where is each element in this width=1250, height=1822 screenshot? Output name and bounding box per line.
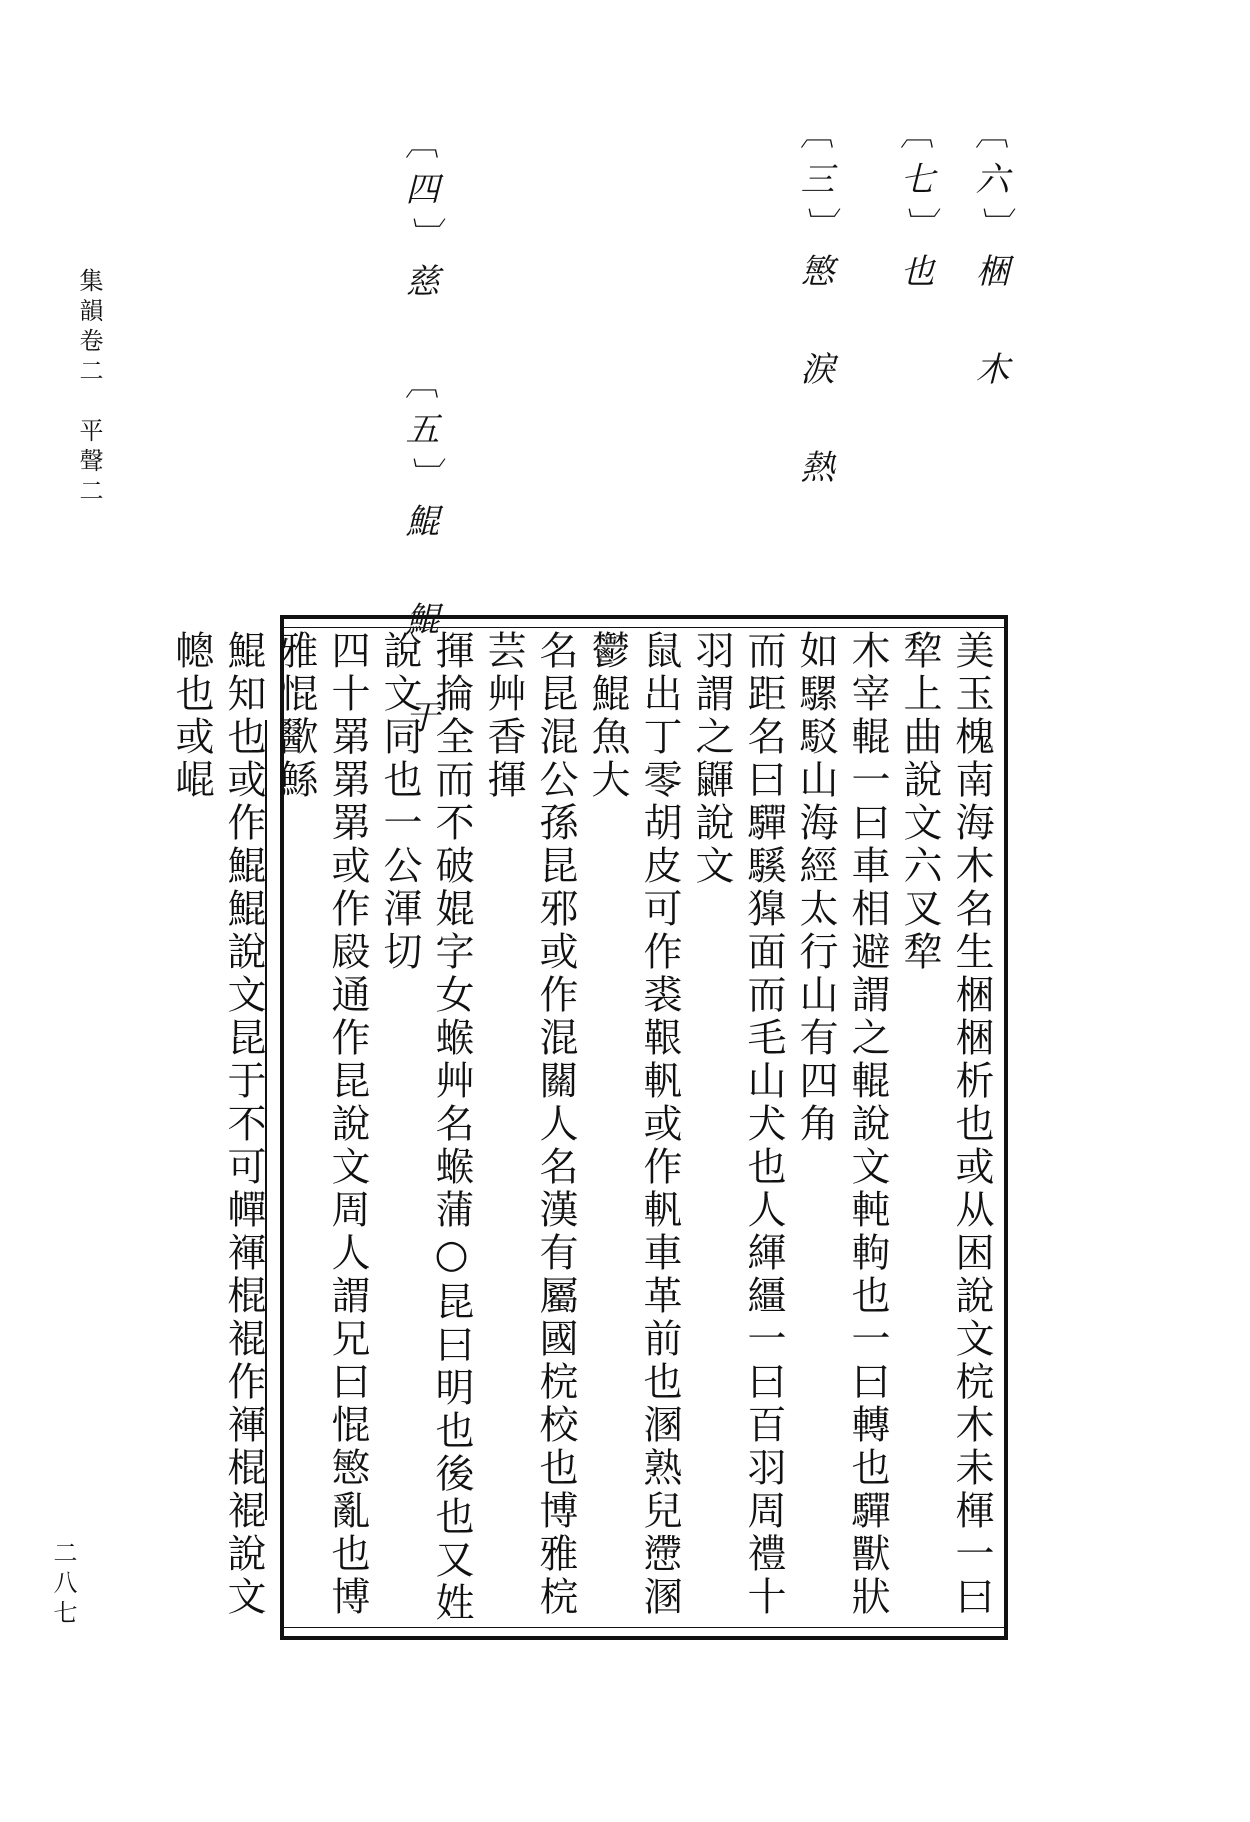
- text-line-4: 鼠出丁零胡皮可作裘鞎軓或作軓車革前也溷熟兒懘溷鬱鯤魚大: [585, 630, 682, 1619]
- annotation-5: 〔五〕鯤 鯤 于: [399, 365, 439, 745]
- text-line-8: 鯤知也或作鯤鯤說文昆于不可幝褌棍裩作褌棍裩說文幒也或崐: [169, 630, 266, 1619]
- page-number: 二八七: [49, 1540, 77, 1630]
- text-line-5: 名昆混公孫昆邪或作混關人名漢有屬國梡校也博雅梡芸艸香揮: [481, 630, 578, 1619]
- text-line-3: 而距名曰驒騱獋面而毛山犬也人緷繮一曰百羽周禮十羽謂之鼲說文: [689, 630, 786, 1619]
- main-text-block: [169, 630, 997, 1625]
- annotation-6: 〔六〕梱 木: [969, 115, 1009, 397]
- text-line-7: 四十罤罤罤或作㲀通作昆說文周人謂兄曰惃慜亂也博雅惃歠鯀: [273, 630, 370, 1619]
- text-line-6: 揮掄全而不破婫字女䗔艸名䗔蒲○昆曰明也後也又姓說文同也一公渾切: [377, 630, 474, 1625]
- annotation-4: 〔四〕慈: [399, 125, 439, 309]
- annotation-7: 〔七〕也: [894, 115, 934, 299]
- text-line-2: 木宰輥一曰車相避謂之輥說文軘軥也一曰轉也驒獸狀如騾駁山海經太行山有四角: [793, 630, 890, 1619]
- frame-inner-top-rule: [284, 627, 1004, 628]
- frame-inner-bottom-rule: [284, 1627, 1004, 1628]
- text-line-1: 美玉槐南海木名生梱梱析也或从困說文梡木未楎一曰犂上曲說文六叉犂: [897, 630, 994, 1619]
- annotation-3: 〔三〕慜 淚 熱: [794, 115, 834, 495]
- running-title: 集韻卷二 平聲二: [75, 268, 103, 508]
